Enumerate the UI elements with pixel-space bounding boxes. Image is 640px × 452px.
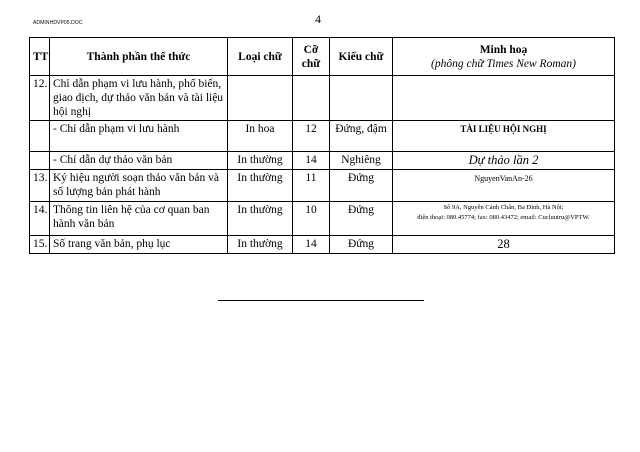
font-type-cell: In thường xyxy=(228,202,293,236)
font-style-cell: Đứng xyxy=(330,170,393,202)
page-number: 4 xyxy=(315,12,321,26)
table-row xyxy=(30,76,615,121)
example-cell xyxy=(393,236,615,254)
font-size-cell: 11 xyxy=(293,170,330,202)
row-number xyxy=(30,152,50,170)
header-font-style: Kiểu chữ xyxy=(330,38,393,76)
font-type-cell: In thường xyxy=(228,152,293,170)
header-component: Thành phần thể thức xyxy=(50,38,228,76)
font-style-cell: Nghiêng xyxy=(330,152,393,170)
example-cell xyxy=(393,202,615,236)
font-style-cell xyxy=(330,76,393,121)
row-number: 12. xyxy=(30,76,50,121)
example-address: Số 9A, Nguyễn Cảnh Chân, Ba Đình, Hà Nội; xyxy=(443,204,564,211)
component-cell: Thông tin liên hệ của cơ quan ban hành văn bản xyxy=(50,202,228,236)
font-type-cell: In thường xyxy=(228,236,293,254)
header-example-title: Minh hoạ xyxy=(479,43,528,56)
font-size-cell xyxy=(293,76,330,121)
component-cell: Số trang văn bản, phụ lục xyxy=(50,236,228,254)
example-italic: Dự thảo lần 2 xyxy=(468,153,539,167)
font-style-cell: Đứng, đậm xyxy=(330,121,393,152)
row-number: 14. xyxy=(30,202,50,236)
table-header-row xyxy=(30,38,615,76)
header-font-size: Cỡ chữ xyxy=(293,38,330,76)
font-size-cell: 10 xyxy=(293,202,330,236)
table-row xyxy=(30,121,615,152)
header-tt: TT xyxy=(30,38,50,76)
font-size-cell: 12 xyxy=(293,121,330,152)
table-row xyxy=(30,152,615,170)
component-cell: Chỉ dẫn phạm vi lưu hành, phổ biến, giao dịch, dự thảo văn bản và tài liệu hội nghị xyxy=(50,76,228,121)
document-filename: ADMINHDVP05.DOC xyxy=(33,20,83,26)
component-cell: - Chỉ dẫn dự thảo văn bản xyxy=(50,152,228,170)
font-style-cell: Đứng xyxy=(330,236,393,254)
font-size-cell: 14 xyxy=(293,152,330,170)
example-contact: điện thoại: 080.45774; fax: 080.43472; email: Cucluutru@VPTW. xyxy=(417,214,590,221)
row-number xyxy=(30,121,50,152)
row-number: 13. xyxy=(30,170,50,202)
font-type-cell: In thường xyxy=(228,170,293,202)
font-size-cell: 14 xyxy=(293,236,330,254)
row-number: 15. xyxy=(30,236,50,254)
formatting-spec-table xyxy=(29,37,615,254)
header-example-subtitle: (phông chữ Times New Roman) xyxy=(431,57,576,70)
component-cell: Ký hiệu người soạn thảo văn bản và số lượng bản phát hành xyxy=(50,170,228,202)
example-author-code: NguyenVanAn-26 xyxy=(474,174,533,183)
example-uppercase-bold: TÀI LIỆU HỘI NGHỊ xyxy=(460,124,547,134)
component-cell: - Chỉ dẫn phạm vi lưu hành xyxy=(50,121,228,152)
table-row xyxy=(30,202,615,236)
example-cell xyxy=(393,76,615,121)
header-example xyxy=(393,38,615,76)
end-of-document-rule xyxy=(218,300,424,301)
header-font-type: Loại chữ xyxy=(228,38,293,76)
example-cell xyxy=(393,121,615,152)
example-cell xyxy=(393,152,615,170)
font-type-cell xyxy=(228,76,293,121)
example-page-number: 28 xyxy=(497,237,510,251)
font-type-cell: In hoa xyxy=(228,121,293,152)
font-style-cell: Đứng xyxy=(330,202,393,236)
example-cell xyxy=(393,170,615,202)
table-row xyxy=(30,236,615,254)
table-row xyxy=(30,170,615,202)
